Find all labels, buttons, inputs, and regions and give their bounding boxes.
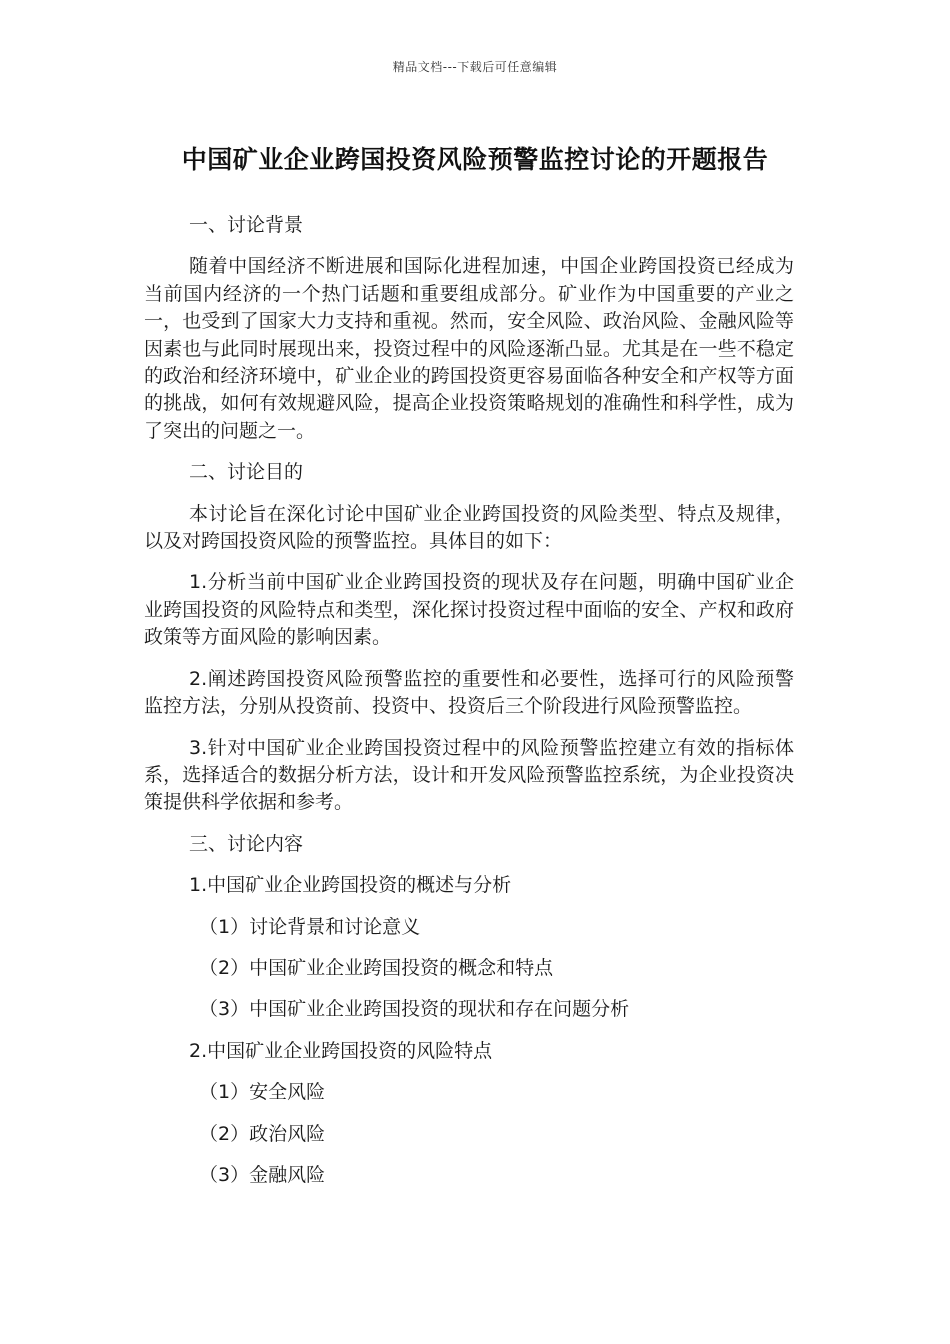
list-item: （1）安全风险	[199, 1081, 326, 1104]
header-note: 精品文档---下载后可任意编辑	[392, 60, 558, 74]
list-item: （2）政治风险	[199, 1122, 326, 1145]
list-item: （3）中国矿业企业跨国投资的现状和存在问题分析	[199, 998, 630, 1021]
list-item: （3）金融风险	[199, 1163, 326, 1186]
section-heading: 三、讨论内容	[189, 832, 304, 855]
document-body	[144, 212, 794, 1203]
body-paragraph: 随着中国经济不断进展和国际化进程加速，中国企业跨国投资已经成为当前国内经济的一个热门话题和重要组成部分。矿业作为中国重要的产业之一，也受到了国家大力支持和重视。然而，安全风险、政治风险、金融风险等因素也与此同时展现出来，投资过程中的风险逐渐凸显。尤其是在一些不稳定的政治和经济环境中，矿业企业的跨国投资更容易面临各种安全和产权等方面的挑战，如何有效规避风险，提高企业投资策略规划的准确性和科学性，成为了突出的问题之一。	[144, 255, 794, 442]
body-paragraph: 2.阐述跨国投资风险预警监控的重要性和必要性，选择可行的风险预警监控方法，分别从投资前、投资中、投资后三个阶段进行风险预警监控。	[144, 667, 794, 718]
section-heading: 二、讨论目的	[189, 461, 304, 484]
body-paragraph: 3.针对中国矿业企业跨国投资过程中的风险预警监控建立有效的指标体系，选择适合的数据分析方法，设计和开发风险预警监控系统，为企业投资决策提供科学依据和参考。	[144, 736, 794, 814]
body-paragraph: 本讨论旨在深化讨论中国矿业企业跨国投资的风险类型、特点及规律，以及对跨国投资风险的预警监控。具体目的如下：	[144, 502, 794, 553]
body-paragraph: 1.分析当前中国矿业企业跨国投资的现状及存在问题，明确中国矿业企业跨国投资的风险特点和类型，深化探讨投资过程中面临的安全、产权和政府政策等方面风险的影响因素。	[144, 571, 794, 649]
section-heading: 一、讨论背景	[189, 214, 304, 236]
list-item: （1）讨论背景和讨论意义	[199, 915, 421, 938]
subsection-heading: 1.中国矿业企业跨国投资的概述与分析	[189, 874, 512, 897]
list-item: （2）中国矿业企业跨国投资的概念和特点	[199, 956, 554, 979]
subsection-heading: 2.中国矿业企业跨国投资的风险特点	[189, 1039, 493, 1062]
document-title: 中国矿业企业跨国投资风险预警监控讨论的开题报告	[181, 145, 769, 174]
